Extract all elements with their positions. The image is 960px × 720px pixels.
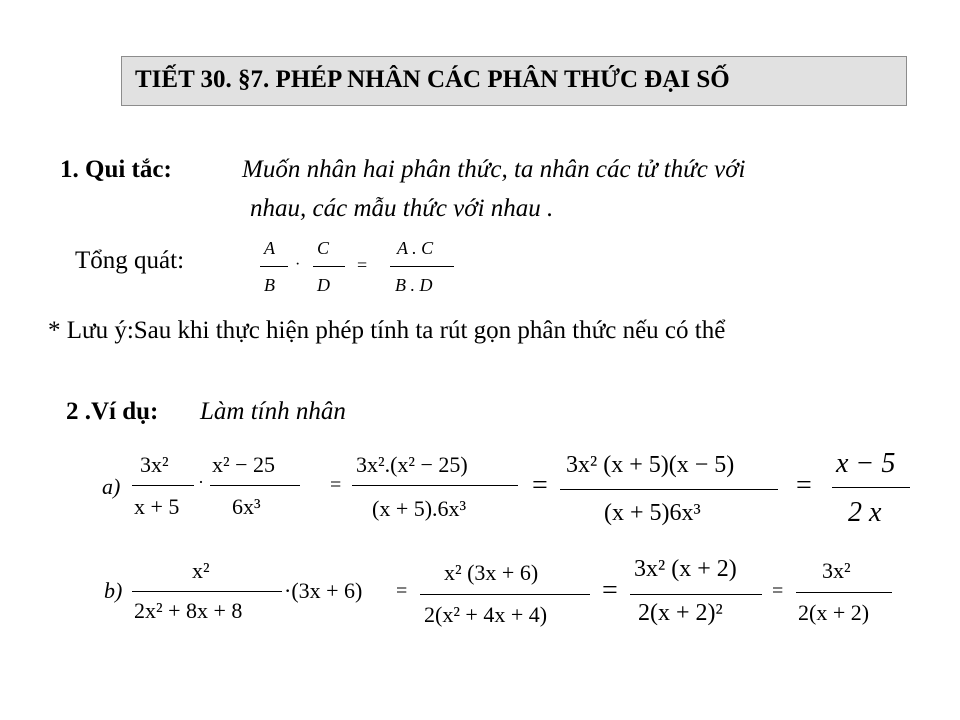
general-label: Tổng quát: bbox=[75, 247, 185, 274]
general-result-numerator: A . C bbox=[397, 238, 434, 258]
example-a-result-denominator: 2 x bbox=[848, 497, 882, 528]
example-b-label: b) bbox=[104, 578, 123, 603]
example-a-result-numerator: x − 5 bbox=[836, 448, 896, 479]
example-b-step1-denominator: 2(x² + 4x + 4) bbox=[424, 602, 548, 627]
general-f1-denominator: B bbox=[264, 275, 275, 295]
note-text: * Lưu ý:Sau khi thực hiện phép tính ta rút gọn phân thức nếu có thể bbox=[48, 317, 726, 344]
example-a-f1-denominator: x + 5 bbox=[134, 494, 180, 519]
example-b-step1-bar bbox=[420, 594, 590, 595]
example-b-step2-numerator: 3x² (x + 2) bbox=[634, 556, 737, 582]
example-a-f2-numerator: x² − 25 bbox=[212, 452, 276, 477]
rule-text-line1: Muốn nhân hai phân thức, ta nhân các tử thức với bbox=[242, 156, 746, 183]
general-result-denominator: B . D bbox=[395, 275, 433, 295]
rule-text-line2: nhau, các mẫu thức với nhau . bbox=[250, 195, 554, 222]
example-a-label: a) bbox=[102, 474, 121, 499]
example-b-result-bar bbox=[796, 592, 892, 593]
example-a-step2-bar bbox=[560, 489, 778, 490]
page-title: TIẾT 30. §7. PHÉP NHÂN CÁC PHÂN THỨC ĐẠI SỐ bbox=[135, 66, 730, 93]
example-a-step1-numerator: 3x².(x² − 25) bbox=[356, 452, 468, 477]
example-a-f2-bar bbox=[210, 485, 300, 486]
example-a-f2-denominator: 6x³ bbox=[232, 494, 261, 519]
example-b-step2-bar bbox=[630, 594, 762, 595]
example-a-f1-numerator: 3x² bbox=[140, 452, 169, 477]
example-b-f1-denominator: 2x² + 8x + 8 bbox=[134, 598, 243, 623]
example-b-result-denominator: 2(x + 2) bbox=[798, 600, 870, 625]
example-b-step2-denominator: 2(x + 2)² bbox=[638, 600, 723, 626]
example-a-result-bar bbox=[832, 487, 910, 488]
general-equals: = bbox=[357, 255, 368, 275]
example-a-f1-bar bbox=[132, 485, 194, 486]
example-a-equals-3: = bbox=[796, 470, 812, 501]
example-a-step2-numerator: 3x² (x + 5)(x − 5) bbox=[566, 452, 735, 478]
general-f1-bar bbox=[260, 266, 288, 267]
example-b-step1-numerator: x² (3x + 6) bbox=[444, 560, 539, 585]
example-b-f1-bar bbox=[132, 591, 282, 592]
example-a-dot: · bbox=[198, 472, 204, 492]
general-f2-bar bbox=[313, 266, 345, 267]
example-b-equals-3: = bbox=[772, 580, 784, 602]
rule-heading: 1. Qui tắc: bbox=[60, 156, 172, 183]
example-heading: 2 .Ví dụ: bbox=[66, 398, 159, 425]
example-b-equals-1: = bbox=[396, 580, 408, 602]
example-a-equals-2: = bbox=[532, 470, 548, 501]
example-b-equals-2: = bbox=[602, 575, 618, 606]
example-b-f1-numerator: x² bbox=[192, 558, 210, 583]
example-b-multiplier: ·(3x + 6) bbox=[284, 578, 363, 603]
example-b-result-numerator: 3x² bbox=[822, 558, 851, 583]
general-f1-numerator: A bbox=[264, 238, 275, 258]
general-result-bar bbox=[390, 266, 454, 267]
general-f2-denominator: D bbox=[317, 275, 330, 295]
example-a-step1-denominator: (x + 5).6x³ bbox=[372, 496, 467, 521]
example-a-step1-bar bbox=[352, 485, 518, 486]
example-task: Làm tính nhân bbox=[200, 398, 346, 425]
example-a-step2-denominator: (x + 5)6x³ bbox=[604, 500, 701, 526]
general-f2-numerator: C bbox=[317, 238, 330, 258]
general-dot: · bbox=[295, 256, 301, 273]
example-a-equals-1: = bbox=[330, 474, 342, 496]
